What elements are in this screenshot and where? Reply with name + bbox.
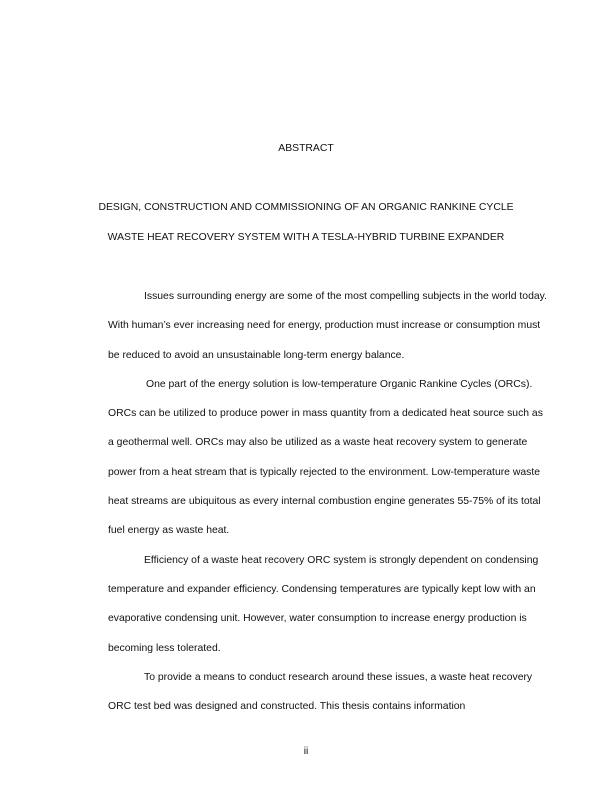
paragraph: To provide a means to conduct research around these issues, a waste heat recovery ORC test bed was designed and constructed. This thesis contains information [108,671,533,713]
page-number: ii [303,746,309,757]
paragraph: Efficiency of a waste heat recovery ORC system is strongly dependent on condensing temperature and expander efficiency. Condensing temperatures are typically kept low with an evaporative condensing unit. However, water consumption to increase energy production is becoming less tolerated. [108,554,539,654]
abstract-heading: ABSTRACT [278,143,334,154]
paragraph: Issues surrounding energy are some of the most compelling subjects in the world today. With human’s ever increasing need for energy, production must increase or consumption must be reduced to avoid an unsustainable long-term energy balance. [108,291,547,361]
abstract-body [108,282,548,721]
thesis-title-line-1: DESIGN, CONSTRUCTION AND COMMISSIONING OF AN ORGANIC RANKINE CYCLE [98,202,514,213]
thesis-title-line-2: WASTE HEAT RECOVERY SYSTEM WITH A TESLA-HYBRID TURBINE EXPANDER [107,232,505,243]
paragraph: One part of the energy solution is low-temperature Organic Rankine Cycles (ORCs). ORCs can be utilized to produce power in mass quantity from a dedicated heat source such as a geothermal well. ORCs may also be utilized as a waste heat recovery system to generate power from a heat stream that is typically rejected to the environment. Low-temperature waste heat streams are ubiquitous as every internal combustion engine generates 55-75% of its total fuel energy as waste heat. [108,378,543,537]
